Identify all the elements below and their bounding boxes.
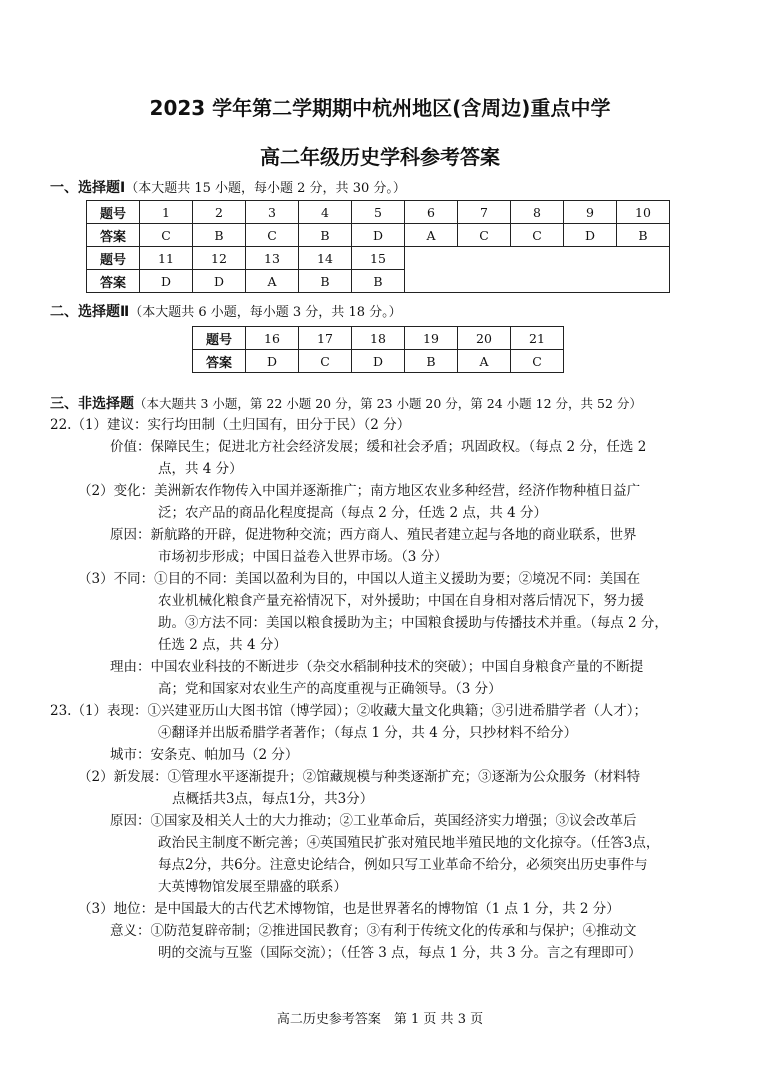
answer-cell: C [511,224,564,247]
answer-line: 原因：新航路的开辟，促进物种交流；西方商人、殖民者建立起与各地的商业联系，世界 [110,527,637,543]
q-num: 5 [352,201,405,224]
q-num: 9 [564,201,617,224]
q-num: 21 [511,327,564,350]
answer-label: 答案 [87,270,140,293]
q-num: 8 [511,201,564,224]
answer-cell: D [246,350,299,373]
section3-label: 三、非选择题 [50,396,134,412]
q-num: 7 [458,201,511,224]
q-num: 12 [193,247,246,270]
header-label: 题号 [87,201,140,224]
table-row [87,224,670,247]
section3-heading [50,393,642,413]
answer-line: 22.（1）建议：实行均田制（土归国有，田分于民）（2 分） [50,417,411,433]
answer-line: 泛；农产品的商品化程度提高（每点 2 分，任选 2 点，共 4 分） [158,505,548,521]
answer-cell: B [193,224,246,247]
section1-heading [50,177,406,197]
answer-line: 意义：①防范复辟帝制；②推进国民教育；③有利于传统文化的传承和与保护；④推动文 [110,923,637,939]
answer-cell: A [246,270,299,293]
answer-line: 农业机械化粮食产量充裕情况下，对外援助；中国在自身相对落后情况下，努力援 [158,593,644,609]
answer-line: ④翻译并出版希腊学者著作；（每点 1 分，共 4 分，只抄材料不给分） [158,725,578,741]
answer-cell: B [617,224,670,247]
q-num: 16 [246,327,299,350]
answer-cell: C [140,224,193,247]
answer-line: 任选 2 点，共 4 分） [158,637,287,653]
answer-cell: B [352,270,405,293]
header-label: 题号 [87,247,140,270]
answer-cell: C [299,350,352,373]
answer-cell: D [352,224,405,247]
answer-cell: B [405,350,458,373]
q-num: 3 [246,201,299,224]
answer-line: 明的交流与互鉴（国际交流）；（任答 3 点，每点 1 分，共 3 分。言之有理即可） [158,945,642,961]
answer-cell: D [140,270,193,293]
answer-line: （2）变化：美洲新农作物传入中国并逐渐推广；南方地区农业多种经营，经济作物种植日益广 [78,483,641,499]
section3-note: （本大题共 3 小题，第 22 小题 20 分，第 23 小题 20 分，第 24 小题 12 分，共 52 分） [134,396,642,411]
answer-cell: C [458,224,511,247]
answer-label: 答案 [193,350,246,373]
answer-cell: D [352,350,405,373]
answer-line: 价值：保障民生；促进北方社会经济发展；缓和社会矛盾；巩固政权。（每点 2 分，任选 2 [110,439,647,455]
answer-cell: D [193,270,246,293]
answer-line: 市场初步形成；中国日益卷入世界市场。（3 分） [158,549,448,565]
answer-label: 答案 [87,224,140,247]
q-num: 11 [140,247,193,270]
section1-label: 一、选择题Ⅰ [50,180,126,196]
section1-note: （本大题共 15 小题，每小题 2 分，共 30 分。） [125,181,406,196]
q-num: 6 [405,201,458,224]
answer-line: 高；党和国家对农业生产的高度重视与正确领导。（3 分） [158,681,502,697]
q-num: 15 [352,247,405,270]
q-num: 17 [299,327,352,350]
q-num: 14 [299,247,352,270]
answer-line: 政治民主制度不断完善；④英国殖民扩张对殖民地半殖民地的文化掠夺。（任答3点， [158,835,660,851]
q-num: 20 [458,327,511,350]
q-num: 18 [352,327,405,350]
answer-table-2 [192,326,564,373]
table-row [87,201,670,224]
answer-line: 城市：安条克、帕加马（2 分） [110,747,299,763]
q-num: 2 [193,201,246,224]
page-footer: 高二历史参考答案 第 1 页 共 3 页 [276,1012,484,1027]
title-line1: 2023 学年第二学期期中杭州地区(含周边)重点中学 [149,96,611,120]
answer-line: 23.（1）表现：①兴建亚历山大图书馆（博学园）；②收藏大量文化典籍；③引进希腊学者（人才）； [50,703,648,719]
answer-line: 每点2分，共6分。注意史论结合，例如只写工业革命不给分，必须突出历史事件与 [158,857,648,873]
table-row [193,350,564,373]
q-num: 1 [140,201,193,224]
table-row [87,247,670,270]
answer-line: （3）地位：是中国最大的古代艺术博物馆，也是世界著名的博物馆（1 点 1 分，共 2 分） [78,901,620,917]
section2-label: 二、选择题Ⅱ [50,304,130,320]
answer-table-1 [86,200,670,293]
answer-line: （3）不同：①目的不同：美国以盈利为目的，中国以人道主义援助为要；②境况不同：美国在 [78,571,641,587]
answer-cell: B [299,224,352,247]
answer-line: 理由：中国农业科技的不断进步（杂交水稻制种技术的突破）；中国自身粮食产量的不断提 [110,659,644,675]
answer-cell: C [511,350,564,373]
answer-cell: B [299,270,352,293]
table-row [193,327,564,350]
answer-cell: D [564,224,617,247]
q-num: 19 [405,327,458,350]
blank-cell [405,247,670,293]
title-line2: 高二年级历史学科参考答案 [260,145,500,169]
answer-cell: A [458,350,511,373]
section2-note: （本大题共 6 小题，每小题 3 分，共 18 分。） [129,305,402,320]
answer-line: 大英博物馆发展至鼎盛的联系） [158,879,347,895]
answer-cell: C [246,224,299,247]
q-num: 4 [299,201,352,224]
answer-cell: A [405,224,458,247]
answer-line: 点，共 4 分） [158,461,243,477]
header-label: 题号 [193,327,246,350]
answer-line: 助。③方法不同：美国以粮食援助为主；中国粮食援助与传播技术并重。（每点 2 分， [158,615,668,631]
section2-heading [50,301,402,321]
q-num: 10 [617,201,670,224]
answer-line: （2）新发展：①管理水平逐渐提升；②馆藏规模与种类逐渐扩充；③逐渐为公众服务（材料特 [78,769,641,785]
q-num: 13 [246,247,299,270]
answer-line: 原因：①国家及相关人士的大力推动；②工业革命后，英国经济实力增强；③议会改革后 [110,813,637,829]
answer-line: 点概括共3点，每点1分，共3分） [172,791,374,807]
